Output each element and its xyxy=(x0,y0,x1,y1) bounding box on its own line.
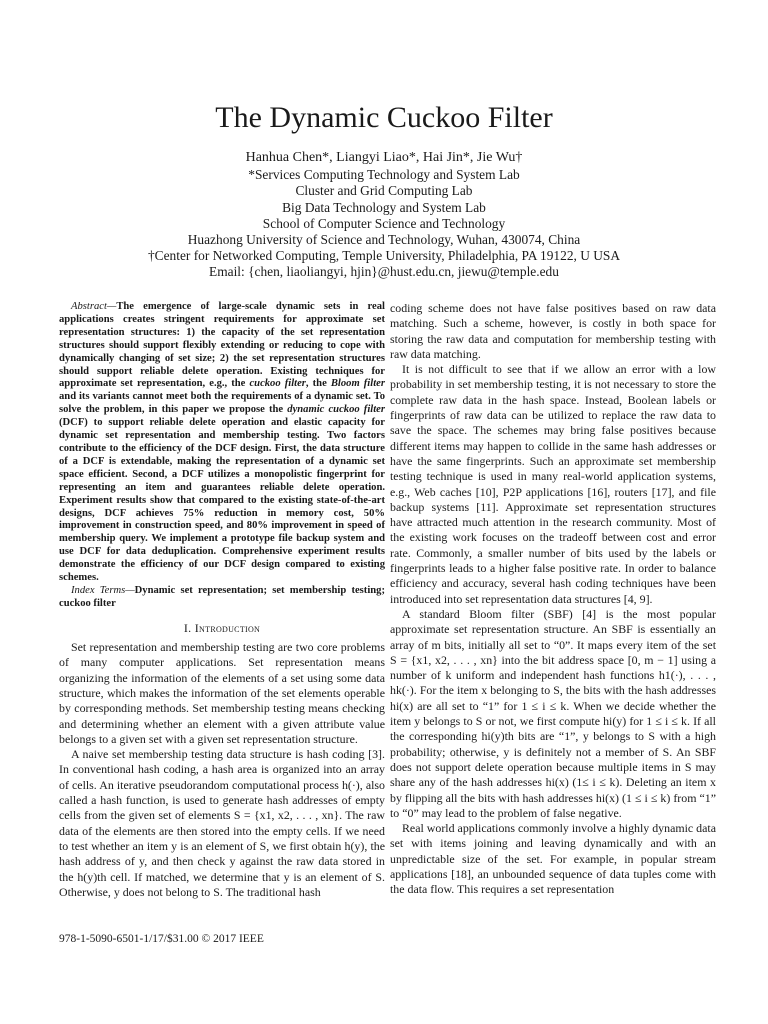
affiliation-line: Big Data Technology and System Lab xyxy=(282,199,486,215)
affiliation-line: Cluster and Grid Computing Lab xyxy=(295,183,473,199)
paragraph: A naive set membership testing data structure is hash coding [3]. In conventional hash coding, a hash area is organized into an array of cells. An iterative pseudorandom computational process h(·), also called a hash function, is used to generate hash addresses of empty cells from the given set of elements S = {x1, x2, . . . , xn}. The raw data of the elements are then stored into the empty cells. If we need to test whether an item y is an element of S, we first obtain h(y), the hash address of y, and then check y against the raw data stored in the h(y)th cell. If matched, we determine that y is an element of S. Otherwise, y does not belong to S. The traditional hash xyxy=(59,747,385,899)
paragraph: A standard Bloom filter (SBF) [4] is the most popular approximate set representation structure. An SBF is essentially an array of m bits, initially all set to “0”. It maps every item of the set S = {x1, x2, . . . , xn} into the bit address space [0, m − 1] using a number of k uniform and independent hash functions h1(·), . . . , hk(·). For the item x belonging to S, the bits with the hash addresses hi(x) are all set to “1” for 1 ≤ i ≤ k. When we decide whether the item y belongs to S or not, we first compute hi(y) for 1 ≤ i ≤ k. If all the corresponding hi(y)th bits are “1”, y belongs to S with a high probability; otherwise, y is definitely not a member of S. An SBF does not support delete operation because multiple items in S may share any of the hash addresses hi(x) (1≤ i ≤ k). Deleting an item x by flipping all the bits with hash addresses hi(x) (1 ≤ i ≤ k) from “1” to “0” may lead to the problem of false negative. xyxy=(390,606,716,820)
paragraph: Set representation and membership testing are two core problems of many computer applications. Set representation means organizing the information of the elements of a set using some data structure, which makes the information of the set elements operable by corresponding methods. Set membership testing means checking and determining whether an element with a given attribute value belongs to a given set with a given set representation structure. xyxy=(59,640,385,746)
index-terms: Index Terms—Dynamic set representation; set membership testing; cuckoo filter xyxy=(59,584,385,609)
section-heading: I. Introduction xyxy=(183,620,261,635)
affiliation-line: †Center for Networked Computing, Temple University, Philadelphia, PA 19122, U USA xyxy=(147,248,621,264)
affiliation-line: Huazhong University of Science and Technology, Wuhan, 430074, China xyxy=(187,232,581,248)
paragraph: coding scheme does not have false positives based on raw data matching. Such a scheme, however, is costly in both space for storing the raw data and computation for membership testing with raw data matching. xyxy=(390,301,716,361)
author-names: Hanhua Chen*, Liangyi Liao*, Hai Jin*, Jie Wu† xyxy=(245,150,523,165)
affiliation-line: *Services Computing Technology and System Lab xyxy=(248,167,520,183)
paragraph: Real world applications commonly involve a highly dynamic data set with items joining and leaving dynamically and with an unpredictable size of the set. For example, in popular stream applications [18], an unbounded sequence of data tuples come with the data flow. This requires a set representation xyxy=(390,821,716,897)
right-column xyxy=(390,301,716,898)
paragraph: It is not difficult to see that if we allow an error with a low probability in set membership testing, it is not necessary to store the complete raw data in the hash space. Instead, Boolean labels or fingerprints of raw data can be utilized to replace the raw data to save the space. The schemes may bring false positives because different items may happen to collide in the same hash addresses or have the same fingerprints. Such an approximate set membership testing technique is used in many real-world application systems, e.g., Web caches [10], P2P applications [16], routers [17], and file backup systems [11]. Approximate set representation structures have attracted much attention in the research community. Most of the existing work focuses on the tradeoff between cost and error rate. Commonly, a smaller number of bits used by the labels or fingerprints leads to a higher false positive rate. In order to balance efficiency and accuracy, several hash coding techniques have been introduced into set representation data structures [4, 9]. xyxy=(390,362,716,606)
email-line: Email: {chen, liaoliangyi, hjin}@hust.edu.cn, jiewu@temple.edu xyxy=(209,264,559,280)
paper-title: The Dynamic Cuckoo Filter xyxy=(215,101,553,134)
affiliation-line: School of Computer Science and Technology xyxy=(262,215,506,231)
abstract-label: Abstract— xyxy=(71,301,117,312)
abstract: Abstract—The emergence of large-scale dynamic sets in real applications creates stringent requirements for approximate set representation structures: 1) the capacity of the set representation structures should support flexibly extending or reducing to cope with dynamically changing of set size; 2) the set representation structures should support reliable delete operation. Existing techniques for approximate set representation, e.g., the cuckoo filter, the Bloom filter and its variants cannot meet both the requirements of a dynamic set. To solve the problem, in this paper we propose the dynamic cuckoo filter (DCF) to support reliable delete operation and elastic capacity for dynamic set representation and membership testing. Two factors contribute to the efficiency of the DCF design. First, the data structure of a DCF is extendable, making the representation of a dynamic set space efficient. Second, a DCF utilizes a monopolistic fingerprint for representing an item and guarantees reliable delete operation. Experiment results show that compared to the existing state-of-the-art designs, DCF achieves 75% reduction in memory cost, 50% improvement in construction speed, and 80% improvement in speed of membership query. We implement a prototype file backup system and use DCF for data deduplication. Comprehensive experiment results demonstrate the efficiency of our DCF design compared to existing schemes. xyxy=(59,301,385,584)
author-block xyxy=(0,150,768,281)
copyright-footer: 978-1-5090-6501-1/17/$31.00 © 2017 IEEE xyxy=(59,933,264,945)
left-column xyxy=(59,301,385,900)
index-terms-label: Index Terms— xyxy=(71,584,135,596)
